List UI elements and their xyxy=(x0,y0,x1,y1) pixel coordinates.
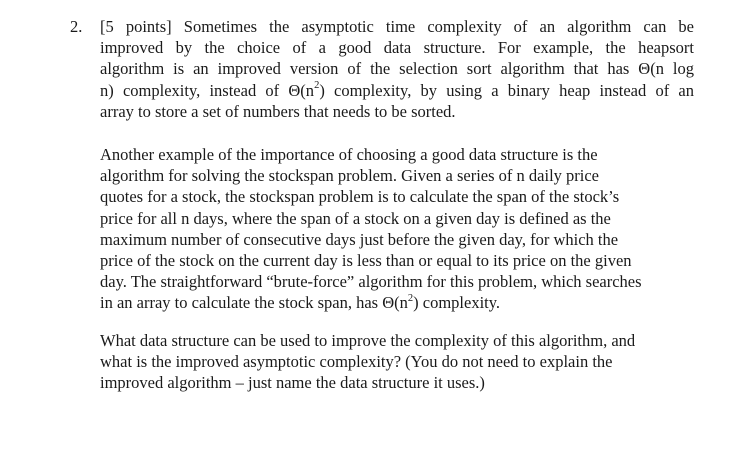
paragraph-line: What data structure can be used to improve the complexity of this algorithm, and xyxy=(100,331,636,350)
question-number: 2. xyxy=(70,17,83,36)
question-paragraph-stockspan xyxy=(100,144,694,314)
paragraph-line: quotes for a stock, the stockspan problem is to calculate the span of the stock’s xyxy=(100,187,620,207)
paragraph-line: Another example of the importance of choosing a good data structure is the xyxy=(100,145,598,164)
paragraph-line: improved by the choice of a good data structure. For example, the heapsort xyxy=(100,38,694,58)
question-paragraph-intro xyxy=(100,16,694,122)
paragraph-line: maximum number of consecutive days just before the given day, for which the xyxy=(100,229,619,249)
question-paragraph-prompt xyxy=(100,330,694,394)
paragraph-line: [5 points] Sometimes the asymptotic time complexity of an algorithm can be xyxy=(100,17,694,36)
superscript-exponent: 2 xyxy=(407,292,414,304)
superscript-exponent: 2 xyxy=(314,80,320,92)
paragraph-line: improved algorithm – just name the data structure it uses.) xyxy=(100,373,485,393)
paragraph-line: price of the stock on the current day is less than or equal to its price on the given xyxy=(100,251,632,271)
paragraph-line: day. The straightforward “brute-force” algorithm for this problem, which searches xyxy=(100,272,642,292)
paragraph-line: algorithm for solving the stockspan problem. Given a series of n daily price xyxy=(100,166,600,186)
paragraph-line: in an array to calculate the stock span, has $\Theta(n^2)$ complexity. xyxy=(100,292,501,313)
paragraph-line: array to store a set of numbers that needs to be sorted. xyxy=(100,101,456,121)
paragraph-line: price for all n days, where the span of a stock on a given day is defined as the xyxy=(100,208,611,228)
paragraph-line: n) complexity, instead of $\Theta(n^2)$ complexity, by using a binary heap instead of an xyxy=(100,80,694,100)
paragraph-line: what is the improved asymptotic complexity? (You do not need to explain the xyxy=(100,352,613,372)
paragraph-line: algorithm is an improved version of the selection sort algorithm that has Θ(n log xyxy=(100,59,694,79)
